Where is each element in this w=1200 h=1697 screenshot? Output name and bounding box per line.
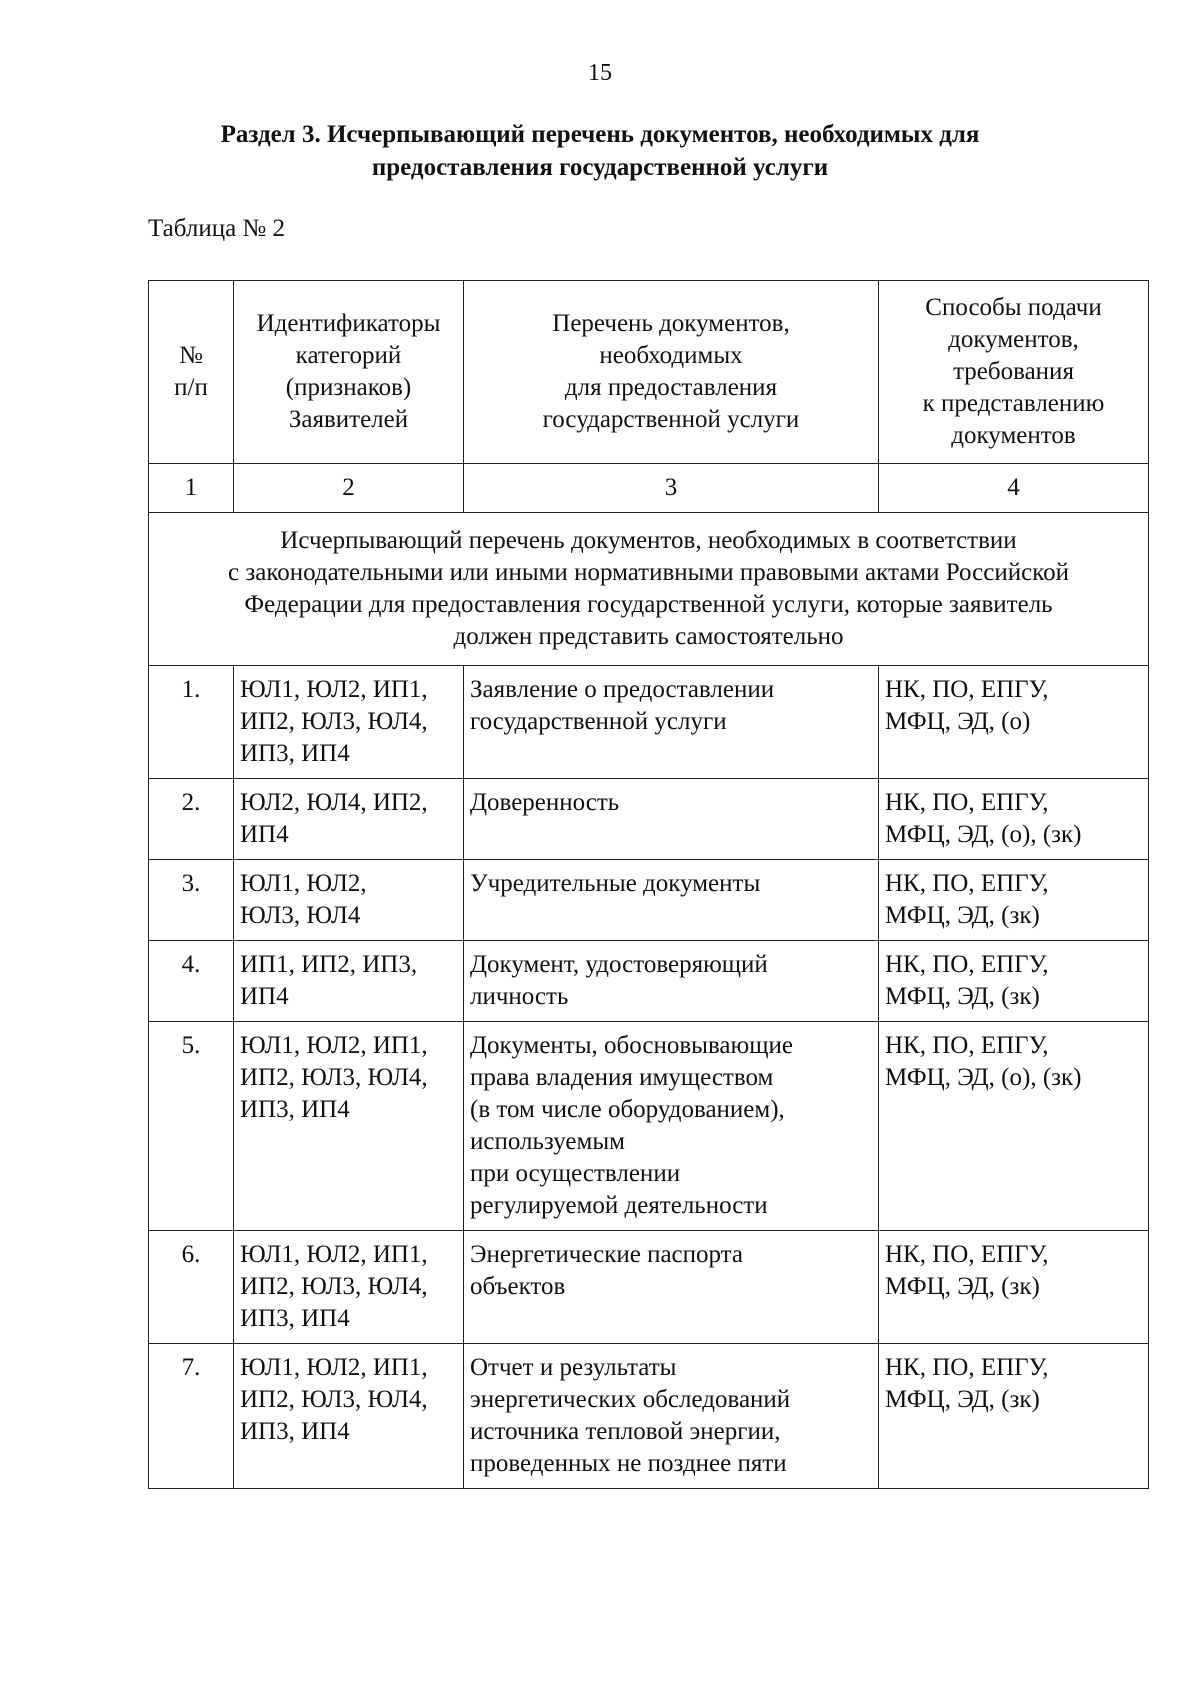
text-line: Доверенность [470, 789, 620, 816]
text-line: МФЦ, ЭД, (зк) [885, 983, 1040, 1010]
text-line: с законодательными или иными нормативными правовыми актами Российской [228, 559, 1069, 586]
text-line: при осуществлении [470, 1160, 681, 1187]
text-line: МФЦ, ЭД, (о) [885, 708, 1031, 735]
text-line: Перечень документов, [552, 310, 790, 337]
row-methods [879, 666, 1149, 779]
table-header-row [149, 281, 1149, 464]
text-line: ИП3, ИП4 [240, 740, 350, 767]
text-line: ИП3, ИП4 [240, 1418, 350, 1445]
column-number: 2 [234, 464, 464, 513]
text-line: категорий [295, 342, 402, 369]
row-categories [234, 666, 464, 779]
text-line: Идентификаторы [256, 310, 441, 337]
text-line: Исчерпывающий перечень документов, необходимых в соответствии [280, 527, 1017, 554]
text-line: источника тепловой энергии, [470, 1418, 781, 1445]
row-number [149, 860, 234, 941]
text-line: МФЦ, ЭД, (о), (зк) [885, 1064, 1082, 1091]
row-document [464, 860, 879, 941]
text-line: НК, ПО, ЕПГУ, [885, 1354, 1049, 1381]
text-line: НК, ПО, ЕПГУ, [885, 870, 1049, 897]
text-line: НК, ПО, ЕПГУ, [885, 1241, 1049, 1268]
text-line: объектов [470, 1273, 566, 1300]
row-categories [234, 941, 464, 1022]
text-line: 5. [181, 1032, 201, 1059]
header-categories [234, 281, 464, 464]
row-document [464, 779, 879, 860]
text-line: ИП2, ЮЛ3, ЮЛ4, [240, 1386, 428, 1413]
text-line: МФЦ, ЭД, (зк) [885, 1386, 1040, 1413]
column-number: 1 [149, 464, 234, 513]
row-methods [879, 941, 1149, 1022]
row-methods [879, 779, 1149, 860]
header-num [149, 281, 234, 464]
row-categories [234, 779, 464, 860]
row-number [149, 779, 234, 860]
row-document [464, 1344, 879, 1489]
text-line: Заявление о предоставлении [470, 676, 775, 703]
text-line: (признаков) [285, 374, 412, 401]
text-line: МФЦ, ЭД, (зк) [885, 1273, 1040, 1300]
text-line: Заявителей [288, 406, 409, 433]
text-line: регулируемой деятельности [470, 1192, 768, 1219]
section-title [150, 118, 1050, 184]
text-line: 7. [181, 1354, 201, 1381]
text-line: НК, ПО, ЕПГУ, [885, 951, 1049, 978]
row-methods [879, 860, 1149, 941]
row-number [149, 941, 234, 1022]
table-row [149, 1344, 1149, 1489]
text-line: 2. [181, 789, 201, 816]
text-line: ИП2, ЮЛ3, ЮЛ4, [240, 1064, 428, 1091]
header-documents [464, 281, 879, 464]
row-categories [234, 1344, 464, 1489]
text-line: ЮЛ3, ЮЛ4 [240, 902, 361, 929]
row-number [149, 1022, 234, 1231]
text-line: п/п [174, 374, 208, 401]
text-line: Федерации для предоставления государственной услуги, которые заявитель [244, 591, 1053, 618]
row-document [464, 666, 879, 779]
text-line: энергетических обследований [470, 1386, 791, 1413]
section-row [149, 513, 1149, 666]
text-line: ЮЛ1, ЮЛ2, ИП1, [240, 1354, 428, 1381]
section-title-line1: Раздел 3. Исчерпывающий перечень документов, необходимых для [220, 121, 980, 148]
header-methods [879, 281, 1149, 464]
text-line: ИП2, ЮЛ3, ЮЛ4, [240, 708, 428, 735]
text-line: Документ, удостоверяющий [470, 951, 768, 978]
table-row [149, 666, 1149, 779]
text-line: ИП4 [240, 983, 289, 1010]
row-categories [234, 1231, 464, 1344]
page-number: 15 [588, 60, 612, 86]
text-line: ЮЛ1, ЮЛ2, ИП1, [240, 676, 428, 703]
text-line: ЮЛ1, ЮЛ2, ИП1, [240, 1241, 428, 1268]
row-categories [234, 1022, 464, 1231]
row-document [464, 941, 879, 1022]
section-row-text [149, 513, 1149, 666]
table-row [149, 1022, 1149, 1231]
table-caption: Таблица № 2 [148, 215, 286, 242]
text-line: государственной услуги [470, 708, 727, 735]
row-number [149, 1344, 234, 1489]
text-line: ИП2, ЮЛ3, ЮЛ4, [240, 1273, 428, 1300]
text-line: Учредительные документы [470, 870, 761, 897]
text-line: 3. [181, 870, 201, 897]
text-line: 1. [181, 676, 201, 703]
table-row [149, 779, 1149, 860]
text-line: необходимых [599, 342, 743, 369]
text-line: государственной услуги [542, 406, 800, 433]
text-line: личность [470, 983, 569, 1010]
section-title-line2: предоставления государственной услуги [371, 154, 829, 181]
column-number: 4 [879, 464, 1149, 513]
text-line: (в том числе оборудованием), [470, 1096, 785, 1123]
text-line: НК, ПО, ЕПГУ, [885, 789, 1049, 816]
text-line: права владения имуществом [470, 1064, 774, 1091]
text-line: ЮЛ1, ЮЛ2, [240, 870, 367, 897]
table-row [149, 941, 1149, 1022]
row-methods [879, 1344, 1149, 1489]
text-line: МФЦ, ЭД, (о), (зк) [885, 821, 1082, 848]
row-number [149, 666, 234, 779]
text-line: для предоставления [564, 374, 778, 401]
text-line: Документы, обосновывающие [470, 1032, 793, 1059]
documents-table [148, 280, 1149, 1489]
text-line: ИП4 [240, 821, 289, 848]
text-line: ЮЛ1, ЮЛ2, ИП1, [240, 1032, 428, 1059]
row-document [464, 1231, 879, 1344]
text-line: Энергетические паспорта [470, 1241, 744, 1268]
text-line: № [179, 342, 203, 369]
text-line: МФЦ, ЭД, (зк) [885, 902, 1040, 929]
text-line: документов, [948, 326, 1079, 353]
text-line: ИП1, ИП2, ИП3, [240, 951, 418, 978]
row-methods [879, 1022, 1149, 1231]
row-methods [879, 1231, 1149, 1344]
text-line: 6. [181, 1241, 201, 1268]
text-line: ИП3, ИП4 [240, 1305, 350, 1332]
text-line: должен представить самостоятельно [453, 623, 844, 650]
table-row [149, 860, 1149, 941]
column-number: 3 [464, 464, 879, 513]
text-line: к представлению [922, 390, 1105, 417]
row-categories [234, 860, 464, 941]
row-number [149, 1231, 234, 1344]
text-line: НК, ПО, ЕПГУ, [885, 676, 1049, 703]
text-line: ИП3, ИП4 [240, 1096, 350, 1123]
row-document [464, 1022, 879, 1231]
text-line: проведенных не позднее пяти [470, 1450, 787, 1477]
text-line: используемым [470, 1128, 625, 1155]
text-line: ЮЛ2, ЮЛ4, ИП2, [240, 789, 428, 816]
text-line: Отчет и результаты [470, 1354, 677, 1381]
table-row [149, 1231, 1149, 1344]
text-line: документов [951, 422, 1076, 449]
text-line: требования [953, 358, 1074, 385]
text-line: Способы подачи [925, 294, 1102, 321]
text-line: 4. [181, 951, 201, 978]
text-line: НК, ПО, ЕПГУ, [885, 1032, 1049, 1059]
column-numbers-row [149, 464, 1149, 513]
